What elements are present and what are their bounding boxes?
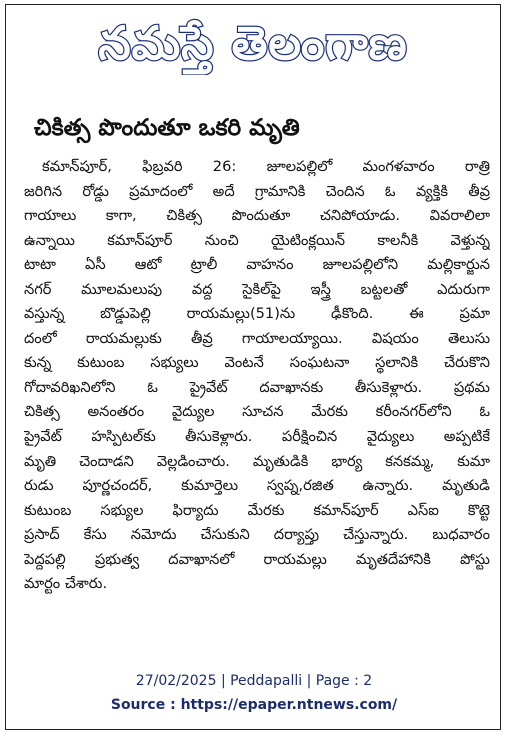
article-text-line: వస్తున్న బొడ్డుపెల్లి రాయమల్లు(51)ను ఢీకొంది. ఈ ప్రమా bbox=[24, 305, 490, 323]
clipping-date-info: 27/02/2025 | Peddapalli | Page : 2 bbox=[135, 673, 373, 689]
article-text-line: కున్న కుటుంబ సభ్యులు వెంటనే సంఘటనా స్థలానికి చేరుకొని bbox=[24, 354, 490, 372]
article-text-line: జరిగిన రోడ్డు ప్రమాదంలో అదే గ్రామానికి చెందిన ఓ వ్యక్తికి తీవ్ర bbox=[24, 182, 490, 200]
article-text-line: నగర్ మూలమలుపు వద్ద సైకిల్‌పై ఇస్త్రీ బట్టలతో ఎదురుగా bbox=[24, 280, 490, 298]
article-text-line: టాటా ఏసీ ఆటో ట్రాలీ వాహనం జూలపల్లిలోని మల్లికార్జున bbox=[24, 256, 490, 274]
article-text-line: ప్రైవేట్ హస్పిటల్‌కు తీసుకెళ్లారు. పరీక్షించిన వైద్యులు అప్పటికే bbox=[24, 428, 490, 446]
article-text-line: చికిత్స అనంతరం వైద్యుల సూచన మేరకు కరీంనగర్‌లోని ఓ bbox=[24, 403, 490, 421]
article-text-line: గాయాలు కాగా, చికిత్స పొందుతూ చనిపోయాడు. వివరాలిలా bbox=[24, 207, 490, 225]
article-text-line: మార్టం చేశారు. bbox=[24, 575, 108, 593]
article-text-line: దంలో రాయమల్లుకు తీవ్ర గాయాలయ్యాయి. విషయం తెలుసు bbox=[24, 329, 490, 347]
article-text-line: కమాన్‌పూర్, ఫిబ్రవరి 26: జూలపల్లిలో మంగళవారం రాత్రి bbox=[42, 158, 490, 175]
clipping-source: Source : https://epaper.ntnews.com/ bbox=[110, 697, 398, 713]
article-text-line: ఉన్నాయి కమాన్‌పూర్ నుంచి యైటింక్లయిన్ కాలనీకి వెళ్తున్న bbox=[24, 231, 490, 249]
newspaper-masthead: నమస్తే తెలంగాణ bbox=[98, 16, 408, 70]
article-text-line: రుడు పూర్ణచందర్, కుమార్తెలు స్వప్న,రజిత ఉన్నారు. మృతుడి bbox=[24, 477, 490, 495]
article-text-line: పెద్దపల్లి ప్రభుత్వ దవాఖానలో రాయమల్లు మృతదేహానికి పోస్టు bbox=[24, 550, 490, 568]
article-body bbox=[24, 155, 490, 597]
article-text-line: కుటుంబ సభ్యుల ఫిర్యాదు మేరకు కమాన్‌పూర్ ఎస్ఐ కొట్టె bbox=[24, 501, 490, 519]
newspaper-clipping bbox=[5, 4, 501, 730]
article-text-line: ప్రసాద్ కేసు నమోదు చేసుకుని దర్యాప్తు చేస్తున్నారు. బుధవారం bbox=[24, 526, 490, 544]
article-text-line: గోదావరిఖనిలోని ఓ ప్రైవేట్ దవాఖానకు తీసుకెళ్లారు. ప్రథమ bbox=[24, 378, 490, 396]
article-headline: చికిత్స పొందుతూ ఒకరి మృతి bbox=[34, 115, 300, 141]
article-text-line: మృతి చెందాడని వెల్లడించారు. మృతుడికి భార్య కనకమ్మ, కుమా bbox=[24, 452, 490, 470]
